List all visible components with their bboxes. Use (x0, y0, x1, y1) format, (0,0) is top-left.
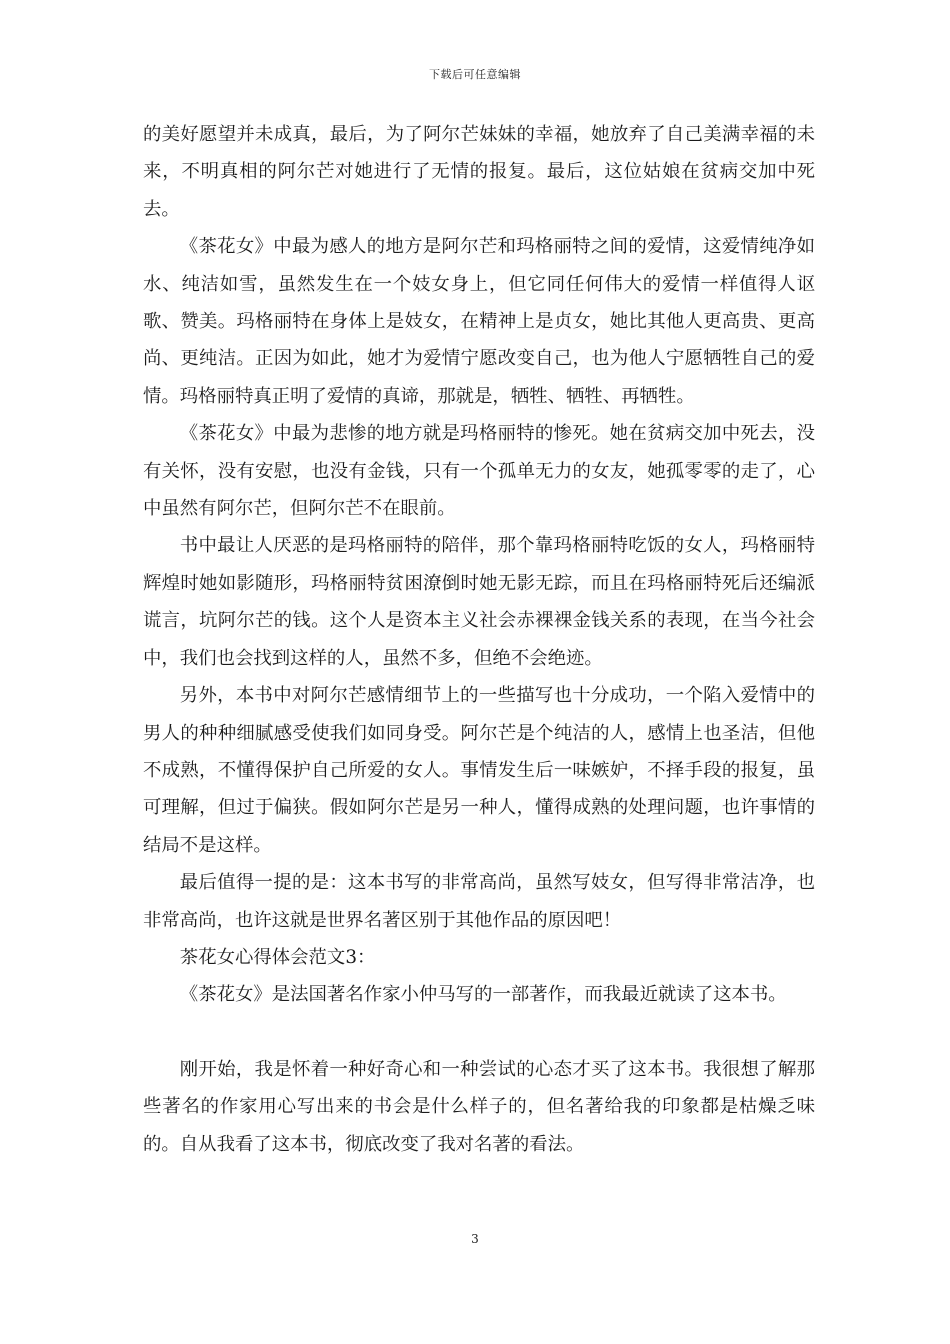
section-heading: 茶花女心得体会范文3： (179, 946, 376, 968)
page-header: 下载后可任意编辑 (429, 68, 521, 81)
paragraph-beginning: 刚开始，我是怀着一种好奇心和一种尝试的心态才买了这本书。我很想了解那些著名的作家用心写出来的书会是什么样子的，但名著给我的印象都是枯燥乏味的。自从我看了这本书，彻底改变了我对名著的看法。 (143, 1058, 815, 1155)
paragraph-tragedy: 《茶花女》中最为悲惨的地方就是玛格丽特的惨死。她在贫病交加中死去，没有关怀，没有安慰，也没有金钱，只有一个孤单无力的女友，她孤零零的走了，心中虽然有阿尔芒，但阿尔芒不在眼前。 (143, 423, 815, 520)
paragraph-conclusion: 最后值得一提的是：这本书写的非常高尚，虽然写妓女，但写得非常洁净，也非常高尚，也许这就是世界名著区别于其他作品的原因吧！ (143, 872, 815, 931)
document-body (143, 116, 815, 1163)
page-number: 3 (471, 1232, 479, 1246)
paragraph-intro: 《茶花女》是法国著名作家小仲马写的一部著作，而我最近就读了这本书。 (179, 984, 787, 1006)
paragraph-companion: 书中最让人厌恶的是玛格丽特的陪伴，那个靠玛格丽特吃饭的女人，玛格丽特辉煌时她如影随形，玛格丽特贫困潦倒时她无影无踪，而且在玛格丽特死后还编派谎言，坑阿尔芒的钱。这个人是资本主义社会赤裸裸金钱关系的表现，在当今社会中，我们也会找到这样的人，虽然不多，但绝不会绝迹。 (143, 535, 815, 669)
paragraph-continuation: 的美好愿望并未成真，最后，为了阿尔芒妹妹的幸福，她放弃了自己美满幸福的未来，不明真相的阿尔芒对她进行了无情的报复。最后，这位姑娘在贫病交加中死去。 (143, 124, 815, 220)
paragraph-gap (143, 1014, 815, 1051)
paragraph-armand: 另外，本书中对阿尔芒感情细节上的一些描写也十分成功，一个陷入爱情中的男人的种种细腻感受使我们如同身受。阿尔芒是个纯洁的人，感情上也圣洁，但他不成熟，不懂得保护自己所爱的女人。事情发生后一味嫉妒，不择手段的报复，虽可理解，但过于偏狭。假如阿尔芒是另一种人，懂得成熟的处理问题，也许事情的结局不是这样。 (143, 685, 815, 856)
paragraph-love: 《茶花女》中最为感人的地方是阿尔芒和玛格丽特之间的爱情，这爱情纯净如水、纯洁如雪，虽然发生在一个妓女身上，但它同任何伟大的爱情一样值得人讴歌、赞美。玛格丽特在身体上是妓女，在精神上是贞女，她比其他人更高贵、更高尚、更纯洁。正因为如此，她才为爱情宁愿改变自己，也为他人宁愿牺牲自己的爱情。玛格丽特真正明了爱情的真谛，那就是，牺牲、牺牲、再牺牲。 (143, 236, 815, 407)
